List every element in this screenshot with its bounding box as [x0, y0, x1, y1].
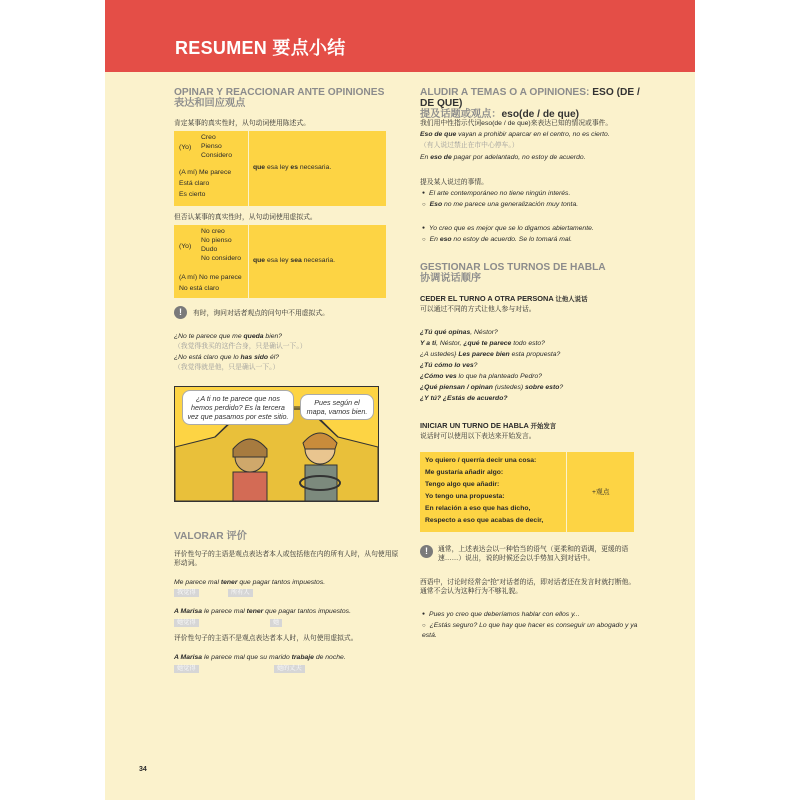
example-note: （有人说过禁止在市中心停车。）	[420, 142, 519, 149]
dialogue-line: ● Yo creo que es mejor que se lo digamos abiertamente.	[422, 224, 644, 233]
table-yo: (Yo)	[179, 243, 192, 250]
dialogue-line: ○ En eso no estoy de acuerdo. Se lo tomará mal.	[422, 235, 644, 245]
expression: Yo quiero / querría decir una cosa:	[425, 457, 537, 464]
table-yo: (Yo)	[179, 144, 192, 151]
section-valorar	[174, 531, 402, 542]
table-ami: (A mí) Me parece	[179, 169, 232, 176]
table-start-turn	[420, 452, 634, 532]
expression: En relación a eso que has dicho,	[425, 505, 531, 512]
section-turnos	[420, 262, 642, 284]
opinion-label: +观点	[592, 489, 610, 496]
dialogue-line: ○ ¿Estás seguro? Lo que hay que hacer es conseguir un abogado y ya está.	[422, 621, 644, 640]
gloss-tag: 我觉得	[174, 589, 199, 597]
expression: Me gustaría añadir algo:	[425, 469, 504, 476]
dialogue-line: ● El arte contemporáneo no tiene ningún interés.	[422, 189, 644, 198]
example-line: A Marisa le parece mal que su marido trabaje de noche.	[174, 654, 346, 661]
table-indicative	[174, 131, 386, 206]
example-line: Me parece mal tener que pagar tantos impuestos.	[174, 579, 326, 586]
example-note: （我觉得就是他，只是确认一下。）	[174, 364, 280, 371]
turn-line: ¿Cómo ves lo que ha planteado Pedro?	[420, 373, 543, 380]
section-title-zh: 协调说话顺序	[420, 273, 482, 284]
example-line: ¿No está claro que lo has sido él?	[174, 354, 280, 361]
speech-bubble: ¿A ti no te parece que nos hemos perdido? Es la tercera vez que pasamos por este sitio.	[182, 390, 294, 425]
subsection-title: INICIAR UN TURNO DE HABLA 开始发言	[420, 421, 557, 430]
table-verb: Considero	[201, 152, 232, 159]
section-title: VALORAR 评价	[174, 531, 247, 542]
section-title: GESTIONAR LOS TURNOS DE HABLA	[420, 262, 606, 273]
note-indicative: 肯定某事的真实性时，从句动词使用陈述式。	[174, 120, 310, 127]
expression: Yo tengo una propuesta:	[425, 493, 505, 500]
example-line: ¿No te parece que me queda bien?	[174, 333, 283, 340]
table-extra: Es cierto	[179, 191, 206, 198]
example-line: A Marisa le parece mal tener que pagar tantos impuestos.	[174, 608, 351, 615]
gloss-row	[174, 665, 406, 674]
example-line: Eso de que vayan a prohibir aparcar en el centro, no es cierto.	[420, 131, 610, 138]
turn-line: ¿Tú cómo lo ves?	[420, 362, 478, 369]
dialogue-line: ○ Eso no me parece una generalización muy tonta.	[422, 200, 644, 210]
table-ami: (A mí) No me parece	[179, 274, 242, 281]
table-verb: Dudo	[201, 246, 218, 253]
gloss-tag: 她觉得	[174, 665, 199, 673]
gloss-tag: 她觉得	[174, 619, 199, 627]
speech-bubble: Pues según el mapa, vamos bien.	[300, 394, 374, 420]
turn-line: ¿Tú qué opinas, Néstor?	[420, 329, 498, 336]
table-verb: Pienso	[201, 143, 222, 150]
paragraph: 提及某人说过的事情。	[420, 179, 488, 186]
section-title: OPINAR Y REACCIONAR ANTE OPINIONES	[174, 87, 385, 98]
warning-note: 通常，上述表达会以一种恰当的语气（更柔和的语调，更缓的语速……）说出，说的时候还会以手势加入到对话中。	[438, 546, 629, 563]
note-subjunctive: 但否认某事的真实性时，从句动词使用虚拟式。	[174, 214, 317, 221]
table-extra: Está claro	[179, 180, 210, 187]
table-extra: No está claro	[179, 285, 220, 292]
table-verb: Creo	[201, 134, 216, 141]
turn-line: ¿Qué piensan / opinan (ustedes) sobre esto?	[420, 384, 564, 391]
gloss-tag: 她	[270, 619, 282, 627]
warning-note: 有时，询问对话者观点的问句中不用虚拟式。	[193, 310, 329, 317]
turn-line: ¿Y tú? ¿Estás de acuerdo?	[420, 395, 508, 402]
table-verb: No pienso	[201, 237, 232, 244]
paragraph: 西语中，讨论时经常会“抢”对话者的话，即对话者还在发言时就打断他。通常不会认为这种行为不够礼貌。	[420, 579, 636, 596]
table-verb: No considero	[201, 255, 242, 262]
rule-infinitive: 评价性句子的主语是观点表达者本人或包括他在内的所有人时，从句使用原形动词。	[174, 551, 399, 568]
turn-line: Y a ti, Néstor, ¿qué te parece todo esto?	[420, 340, 545, 347]
section-aludir	[420, 87, 642, 120]
gloss-tag: 所有人	[228, 589, 253, 597]
gloss-row	[174, 619, 406, 628]
page-number: 34	[139, 766, 147, 773]
expression: Respecto a eso que acabas de decir,	[425, 517, 544, 524]
example-note: （我觉得我买的这件合身，只是确认一下。）	[174, 343, 307, 350]
section-title-zh: 提及话题或观点：	[420, 109, 502, 120]
dialogue-line: ● Pues yo creo que deberíamos hablar con ellos y...	[422, 610, 644, 619]
section-title-zh: 表达和回应观点	[174, 98, 246, 109]
paragraph: 我们用中性指示代词eso(de / de que)来表达已知的情况或事件。	[420, 120, 613, 127]
gloss-tag: 她的丈夫	[274, 665, 305, 673]
table-verb: No creo	[201, 228, 225, 235]
warning-icon: !	[420, 545, 433, 558]
section-title: ALUDIR A TEMAS O A OPINIONES:	[420, 87, 590, 98]
section-title-zh-bold: eso(de / de que)	[501, 109, 580, 120]
header-banner	[105, 0, 695, 72]
section-title-bold: ESO (DE / DE QUE)	[420, 87, 640, 109]
page-title: RESUMEN 要点小结	[175, 38, 346, 58]
subsection-title: CEDER EL TURNO A OTRA PERSONA 让他人说话	[420, 294, 588, 303]
warning-icon: !	[174, 306, 187, 319]
rule-subjunctive: 评价性句子的主语不是观点表达者本人时，从句使用虚拟式。	[174, 635, 358, 642]
paragraph: 说话时可以使用以下表达来开始发言。	[420, 433, 536, 440]
table-subjunctive	[174, 225, 386, 298]
example-line: En eso de pagar por adelantado, no estoy de acuerdo.	[420, 154, 586, 161]
turn-line: ¿A ustedes} Les parece bien esta propuesta?	[420, 351, 561, 358]
table-clause: que esa ley sea necesaria.	[253, 257, 336, 264]
paragraph: 可以通过不同的方式让他人参与对话。	[420, 306, 536, 313]
expression: Tengo algo que añadir:	[425, 481, 500, 488]
gloss-row	[174, 589, 406, 598]
table-clause: que esa ley es necesaria.	[253, 164, 332, 171]
section-opinar	[174, 87, 402, 109]
